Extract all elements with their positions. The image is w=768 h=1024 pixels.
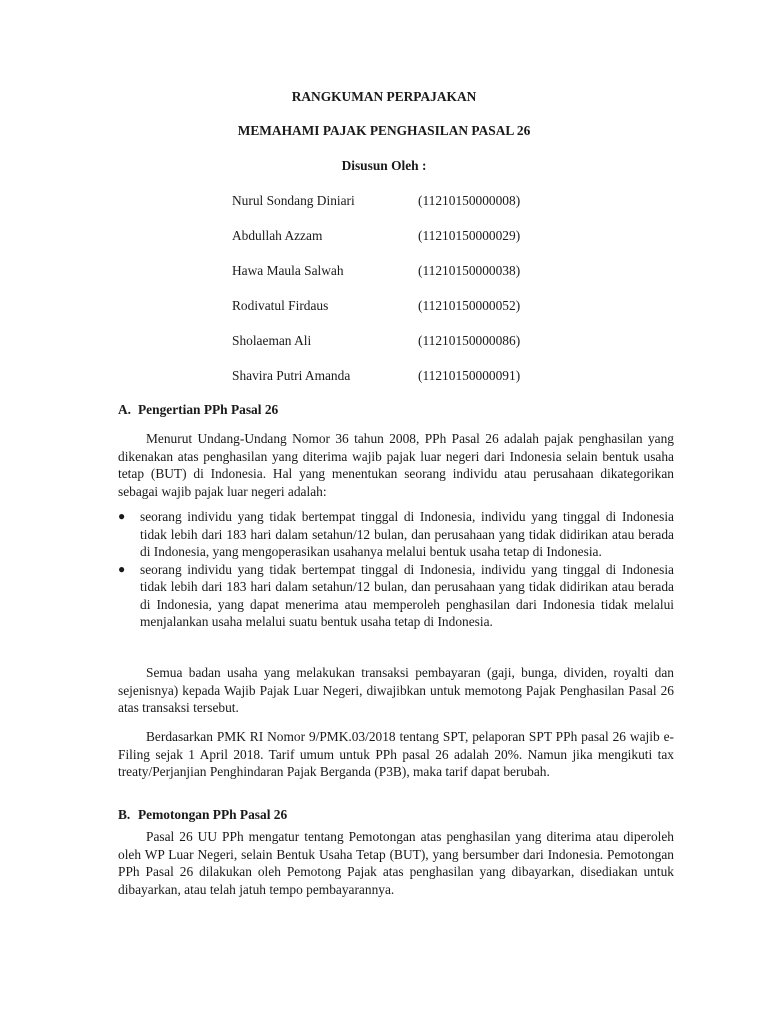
author-id: (11210150000008) [418,193,521,208]
section-b-paragraph: Pasal 26 UU PPh mengatur tentang Pemotongan atas penghasilan yang diterima atau diperoleh oleh WP Luar Negeri, selain Bentuk Usaha Tetap (BUT), yang bersumber dari Indonesia. Pemotongan PPh Pasal 26 dilakukan oleh Pemotong Pajak atas penghasilan yang dibayarkan, disediakan untuk dibayarkan, atau telah jatuh tempo pembayarannya. [118,829,674,897]
bullet-dot-icon: ● [118,561,126,576]
section-a-paragraph: Berdasarkan PMK RI Nomor 9/PMK.03/2018 tentang SPT, pelaporan SPT PPh pasal 26 wajib e-Filing sejak 1 April 2018. Tarif umum untuk PPh pasal 26 adalah 20%. Namun jika mengikuti tax treaty/Perjanjian Penghindaran Pajak Berganda (P3B), maka tarif dapat berubah. [118,729,674,779]
author-id: (11210150000038) [418,263,521,278]
author-id: (11210150000029) [418,228,521,243]
section-a-paragraph: Semua badan usaha yang melakukan transaksi pembayaran (gaji, bunga, dividen, royalti dan sejenisnya) kepada Wajib Pajak Luar Negeri, diwajibkan untuk memotong Pajak Penghasilan Pasal 26 atas transaksi tersebut. [118,665,674,715]
author-id: (11210150000091) [418,368,521,383]
author-name: Shavira Putri Amanda [232,368,351,383]
section-a-heading [118,401,278,419]
author-name: Rodivatul Firdaus [232,298,329,313]
bullet-dot-icon: ● [118,509,126,523]
section-b-heading [118,806,287,824]
section-number: B. [118,807,131,822]
document-subtitle: MEMAHAMI PAJAK PENGHASILAN PASAL 26 [237,123,531,138]
author-id: (11210150000052) [418,298,521,313]
bullet-list [118,508,674,631]
author-name: Hawa Maula Salwah [232,263,344,278]
bullet-item [118,508,674,561]
bullet-item [118,561,674,631]
author-byline: Disusun Oleh : [341,158,427,173]
bullet-text: seorang individu yang tidak bertempat tinggal di Indonesia, individu yang tinggal di Indonesia tidak lebih dari 183 hari dalam setahun/12 bulan, dan perusahaan yang tidak didirikan atau berada di Indonesia, yang mengoperasikan usahanya melalui bentuk usaha tetap di Indonesia. [140,509,674,559]
author-name: Nurul Sondang Diniari [232,193,355,208]
bullet-text: seorang individu yang tidak bertempat tinggal di Indonesia, individu yang tinggal di Indonesia tidak lebih dari 183 hari dalam setahun/12 bulan, dan perusahaan yang tidak didirikan atau berada di Indonesia, yang dapat menerima atau memperoleh penghasilan dari Indonesia tidak melalui menjalankan usaha melalui suatu bentuk usaha tetap di Indonesia. [140,561,674,629]
section-number: A. [118,402,132,417]
document-title: RANGKUMAN PERPAJAKAN [291,89,477,104]
section-title: Pemotongan PPh Pasal 26 [138,807,288,822]
section-title: Pengertian PPh Pasal 26 [138,402,279,417]
author-name: Abdullah Azzam [232,228,323,243]
author-id: (11210150000086) [418,333,521,348]
section-a-paragraph: Menurut Undang-Undang Nomor 36 tahun 2008, PPh Pasal 26 adalah pajak penghasilan yang dikenakan atas penghasilan yang diterima wajib pajak luar negeri dari Indonesia selain bentuk usaha tetap (BUT) di Indonesia. Hal yang menentukan seorang individu atau perusahaan dikategorikan sebagai wajib pajak luar negeri adalah: [118,431,674,499]
author-name: Sholaeman Ali [232,333,312,348]
